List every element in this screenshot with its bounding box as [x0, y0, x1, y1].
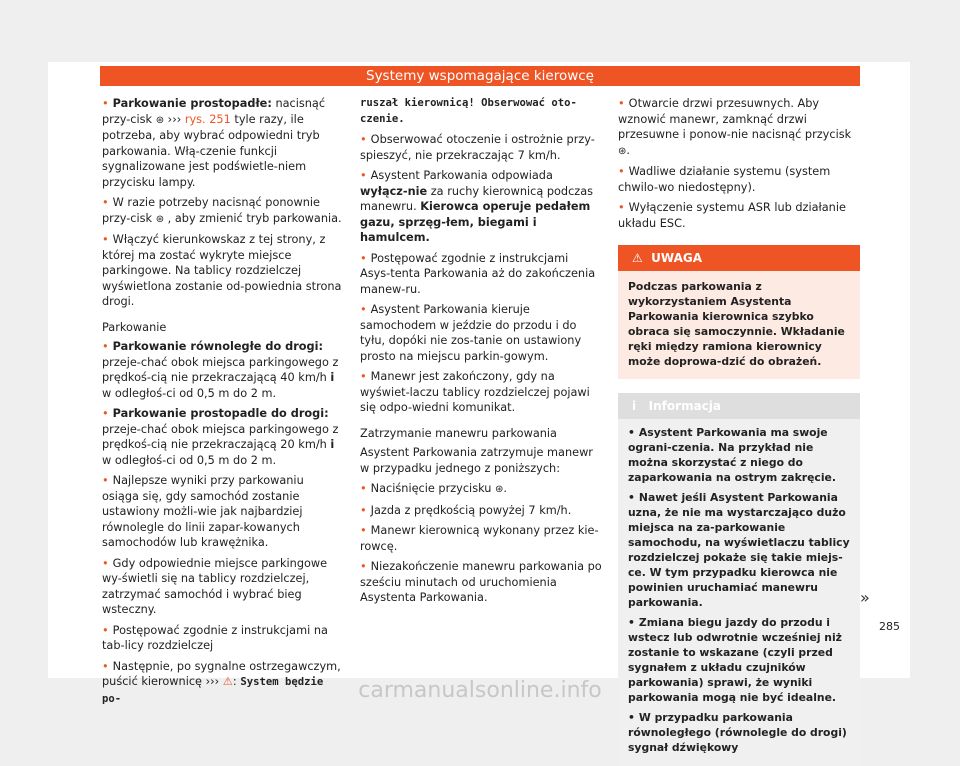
bullet-icon: •: [618, 97, 625, 110]
bullet-icon: •: [360, 482, 367, 495]
warning-box: [618, 245, 860, 379]
list-item: • Manewr kierownicą wykonany przez kie-rowcę.: [360, 524, 599, 553]
list-item: • Manewr jest zakończony, gdy na wyświet-laczu tablicy rozdzielczej pojawi się odpo-wiedni komunikat.: [360, 370, 590, 414]
list-item: • Następnie, po sygnalne ostrzegawczym, puścić kierownicę ››› ⚠: System będzie po-: [102, 659, 341, 705]
list-item: • Asystent Parkowania ma swoje ograni-czenia. Na przykład nie można skorzystać z niego do zaparkowania na ostrym zakręcie.: [628, 426, 836, 484]
bullet-icon: •: [628, 491, 635, 504]
bullet-icon: •: [360, 503, 367, 517]
bullet-icon: •: [360, 370, 367, 383]
list-item: • Niezakończenie manewru parkowania po sześciu minutach od uruchomienia Asystenta Parkowania.: [360, 560, 602, 604]
bullet-icon: •: [102, 97, 109, 110]
park-assist-icon: ⊛: [155, 213, 165, 225]
system-message: ruszał kierownicą! Obserwować oto-czenie.: [360, 97, 577, 125]
warning-icon: ⚠: [632, 251, 643, 265]
list-item: • Parkowanie równoległe do drogi: przeje-chać obok miejsca parkingowego z prędkoś-cią nie przekraczającą 40 km/h i w odległoś-ci od 0,5 m do 2 m.: [102, 340, 339, 400]
bullet-icon: •: [628, 616, 635, 629]
warning-header: ⚠ UWAGA: [618, 245, 860, 271]
list-item: • Parkowanie prostopadłe: nacisnąć przy-cisk ⊛ ››› rys. 251 tyle razy, ile potrzeba, aby wybrać odpowiedni tryb parkowania. Włą-czenie funkcji sygnalizowane jest podświetle-niem przycisku lampy.: [102, 97, 326, 189]
bullet-icon: •: [360, 524, 367, 537]
bullet-icon: •: [618, 165, 625, 178]
column-middle: [360, 96, 602, 611]
column-left: [102, 96, 344, 712]
list-item: • W przypadku parkowania równoległego (równolegle do drogi) sygnał dźwiękowy: [628, 711, 847, 754]
bullet-icon: •: [102, 623, 109, 637]
arrows-icon: ›››: [167, 112, 182, 126]
list-item: • Wyłączenie systemu ASR lub działanie układu ESC.: [618, 201, 846, 230]
bullet-icon: •: [628, 711, 635, 724]
page-header: Systemy wspomagające kierowcę: [100, 66, 860, 86]
warning-icon[interactable]: ⚠: [222, 675, 233, 688]
bullet-icon: •: [102, 340, 109, 353]
info-mark: i: [330, 438, 335, 451]
list-item: • Gdy odpowiednie miejsce parkingowe wy-świetli się na tablicy rozdzielczej, zatrzymać samochód i wybrać bieg wsteczny.: [102, 556, 328, 616]
list-item: • Zmiana biegu jazdy do przodu i wstecz lub odwrotnie wcześniej niż zostanie to wskazane (czyli przed sygnałem z układu czujników parkowania) sprawi, że wyniki parkowania mogą nie być idealne.: [628, 616, 842, 704]
column-right: [618, 96, 860, 766]
bullet-icon: •: [102, 233, 109, 246]
bullet-icon: •: [102, 659, 109, 673]
list-item: • Postępować zgodnie z instrukcjami na tab-licy rozdzielczej: [102, 623, 328, 652]
bullet-icon: •: [360, 560, 367, 573]
list-item: • Wadliwe działanie systemu (system chwilo-wo niedostępny).: [618, 165, 831, 194]
arrows-icon: ›››: [205, 675, 220, 688]
info-body: [618, 419, 860, 766]
bullet-icon: •: [102, 556, 109, 570]
paragraph: Asystent Parkowania zatrzymuje manewr w przypadku jednego z poniższych:: [360, 446, 593, 475]
info-box: [618, 393, 860, 766]
watermark: carmanualsonline.info: [358, 678, 602, 703]
info-mark: i: [330, 371, 335, 384]
list-item: • Jazda z prędkością powyżej 7 km/h.: [360, 503, 572, 517]
list-item: • Obserwować otoczenie i ostrożnie przy-spieszyć, nie przekraczając 7 km/h.: [360, 133, 595, 162]
bullet-icon: •: [102, 474, 109, 487]
list-item: • Parkowanie prostopadle do drogi: przeje-chać obok miejsca parkingowego z prędkoś-cią nie przekraczającą 20 km/h i w odległoś-ci od 0,5 m do 2 m.: [102, 407, 339, 467]
bullet-icon: •: [360, 251, 367, 265]
page-number: 285: [879, 620, 900, 633]
figure-reference[interactable]: rys. 251: [184, 112, 231, 126]
park-assist-icon: ⊛: [618, 145, 627, 157]
list-item: • Postępować zgodnie z instrukcjami Asys-tenta Parkowania aż do zakończenia manew-ru.: [360, 251, 596, 296]
info-header: i Informacja: [618, 393, 860, 419]
list-item: • Nawet jeśli Asystent Parkowania uzna, że nie ma wystarczająco dużo miejsca na za-parkowanie samochodu, na wyświetlaczu tablicy rozdzielczej pokaże się takie miejs-ce. W tym przypadku kierowca nie powinien uruchamiać manewru parkowania.: [628, 491, 850, 609]
park-assist-icon: ⊛: [495, 484, 504, 495]
section-heading: Parkowanie: [102, 320, 167, 334]
park-assist-icon: ⊛: [155, 114, 165, 126]
list-item: • Włączyć kierunkowskaz z tej strony, z której ma zostać wykryte miejsce parkingowe. Na tablicy rozdzielczej wyświetlona zostanie od-powiednia strona drogi.: [102, 233, 342, 308]
section-heading: Zatrzymanie manewru parkowania: [360, 426, 557, 440]
info-icon: i: [632, 399, 637, 413]
bullet-icon: •: [360, 169, 367, 182]
list-item: • Asystent Parkowania odpowiada wyłącz-nie za ruchy kierownicą podczas manewru. Kierowca operuje pedałem gazu, sprzęg-łem, biegami i hamulcem.: [360, 169, 594, 244]
list-item: • Naciśnięcie przycisku ⊛.: [360, 482, 508, 495]
bullet-icon: •: [360, 133, 367, 146]
continue-icon: »: [860, 588, 870, 607]
bullet-icon: •: [102, 196, 109, 209]
warning-text: Podczas parkowania z wykorzystaniem Asystenta Parkowania kierownica szybko obraca się samoczynnie. Wkładanie ręki między ramiona kierownicy może doprowa-dzić do obrażeń.: [618, 271, 860, 379]
list-item: • Otwarcie drzwi przesuwnych. Aby wznowić manewr, zamknąć drzwi przesuwne i ponow-nie nacisnąć przycisk ⊛.: [618, 97, 852, 157]
bullet-icon: •: [628, 426, 635, 439]
bullet-icon: •: [102, 407, 109, 420]
list-item: • Najlepsze wyniki przy parkowaniu osiąga się, gdy samochód zostanie ustawiony możli-wie jak najbardziej równolegle do linii zapar-kowanych samochodów lub krawężnika.: [102, 474, 304, 549]
bullet-icon: •: [360, 303, 367, 316]
list-item: • Asystent Parkowania kieruje samochodem w jeździe do przodu i do tyłu, dopóki nie zos-tanie on ustawiony prosto na miejscu parkin-gowym.: [360, 303, 582, 363]
bullet-icon: •: [618, 201, 625, 214]
list-item: • W razie potrzeby nacisnąć ponownie przy-cisk ⊛ , aby zmienić tryb parkowania.: [102, 196, 342, 225]
